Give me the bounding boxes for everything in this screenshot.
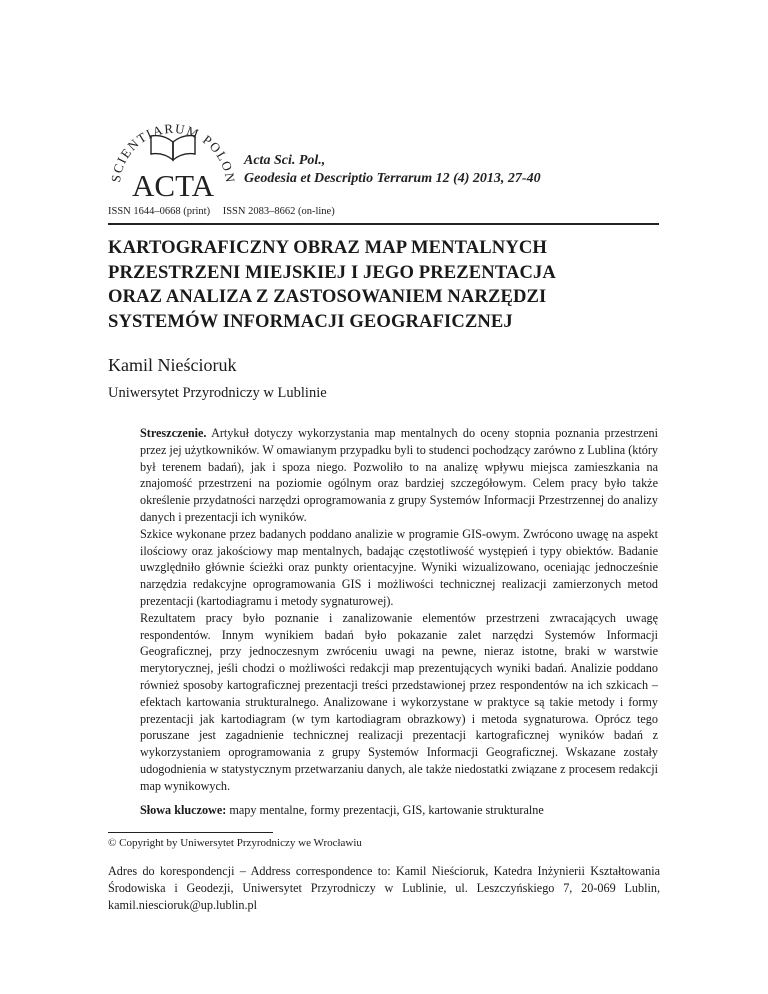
author-name: Kamil Nieścioruk xyxy=(108,355,237,375)
copyright-note: © Copyright by Uniwersytet Przyrodniczy we Wrocławiu xyxy=(108,837,362,849)
acta-seal-icon xyxy=(108,96,238,206)
title-line: PRZESTRZENI MIEJSKIEJ I JEGO PREZENTACJA xyxy=(108,261,556,283)
journal-series: Geodesia et Descriptio Terrarum 12 (4) 2013, 27-40 xyxy=(244,171,541,186)
abstract-paragraph xyxy=(140,425,658,526)
logo-arc-text: SCIENTIARUM POLON xyxy=(108,120,238,185)
issn-print: ISSN 1644–0668 (print) xyxy=(108,206,211,217)
title-line: ORAZ ANALIZA Z ZASTOSOWANIEM NARZĘDZI xyxy=(108,286,547,307)
keywords-text: mapy mentalne, formy prezentacji, GIS, kartowanie strukturalne xyxy=(229,803,544,817)
title-line: SYSTEMÓW INFORMACJI GEOGRAFICZNEJ xyxy=(108,310,513,332)
title-line: KARTOGRAFICZNY OBRAZ MAP MENTALNYCH xyxy=(108,237,547,258)
abstract-paragraph: Szkice wykonane przez badanych poddano analizie w programie GIS-owym. Zwrócono uwagę na aspekt ilościowy oraz jakościowy map mentalnych, badając częstotliwość występień i typy obiektów. Badanie uwzględniło głównie ścieżki oraz punkty orientacyjne. Wyniki wizualizowano, oceniając jednocześnie narzędzia redakcyjne oprogramowania GIS i możliwości technicznej realizacji zamierzonych metod prezentacji (kartodiagramu i metody sygnaturowej). xyxy=(140,526,658,608)
abstract-text: Artykuł dotyczy wykorzystania map mentalnych do oceny stopnia poznania przestrzeni przez jej użytkowników. W omawianym przypadku byli to studenci pochodzący zarówno z Lublina (który był terenem badań), jak i spoza niego. Pozwoliło to na analizę wpływu miejsca zamieszkania na znajomość przestrzeni na poziomie ogólnym oraz bardziej szczegółowym. Celem pracy było także określenie przydatności narzędzi oprogramowania z grupy Systemów Informacji Przestrzennej do analizy danych i prezentacji ich wyników. xyxy=(140,426,659,524)
issn-line xyxy=(108,206,345,217)
keywords-label: Słowa kluczowe: xyxy=(140,803,227,817)
correspondence-address: Adres do korespondencji – Address correspondence to: Kamil Nieścioruk, Katedra Inżynierii Kształtowania Środowiska i Geodezji, Uniwersytet Przyrodniczy w Lublinie, ul. Leszczyńskiego 7, 20-069 Lublin, kamil.niescioruk@up.lublin.pl xyxy=(108,864,660,912)
abstract-paragraph: Rezultatem pracy było poznanie i zanalizowanie elementów przestrzeni zwracających uwagę respondentów. Innym wynikiem badań było pokazanie zalet narzędzi Systemów Informacji Geograficznej, przy jednoczesnym zwróceniu uwagi na pewne, nieraz istotne, braki w warstwie merytorycznej, jeśli chodzi o możliwości redakcji map prezentujących wyniki badań. Analizie poddano również sposoby kartograficznej prezentacji treści przedstawionej przez respondentów na ich szkicach – efektach kartowania strukturalnego. Analizowane i wykorzystane w praktyce są takie metody i formy prezentacji jak kartodiagram (w tym kartodiagram obrazkowy) i metoda sygnaturowa. Oprócz tego poruszane jest zagadnienie technicznej realizacji prezentacji kartograficznej wyników badań z wykorzystaniem oprogramowania z grupy Systemów Informacji Geograficznej. Wskazane zostały udogodnienia w statystycznym przetwarzaniu danych, ale także niedostatki związane z procesem redakcji map wynikowych. xyxy=(140,610,658,793)
author-affiliation: Uniwersytet Przyrodniczy w Lublinie xyxy=(108,385,327,401)
keywords xyxy=(140,803,660,818)
logo-acronym: ACTA xyxy=(132,168,214,203)
article-title xyxy=(108,236,668,334)
abstract-label: Streszczenie. xyxy=(140,426,207,440)
journal-logo xyxy=(108,96,238,206)
journal-citation xyxy=(244,152,541,188)
issn-online: ISSN 2083–8662 (on-line) xyxy=(222,206,335,217)
header-rule xyxy=(108,223,659,225)
book-icon xyxy=(151,136,195,160)
footnote-rule xyxy=(108,832,273,833)
abstract xyxy=(140,425,658,795)
journal-name: Acta Sci. Pol., xyxy=(244,153,326,168)
